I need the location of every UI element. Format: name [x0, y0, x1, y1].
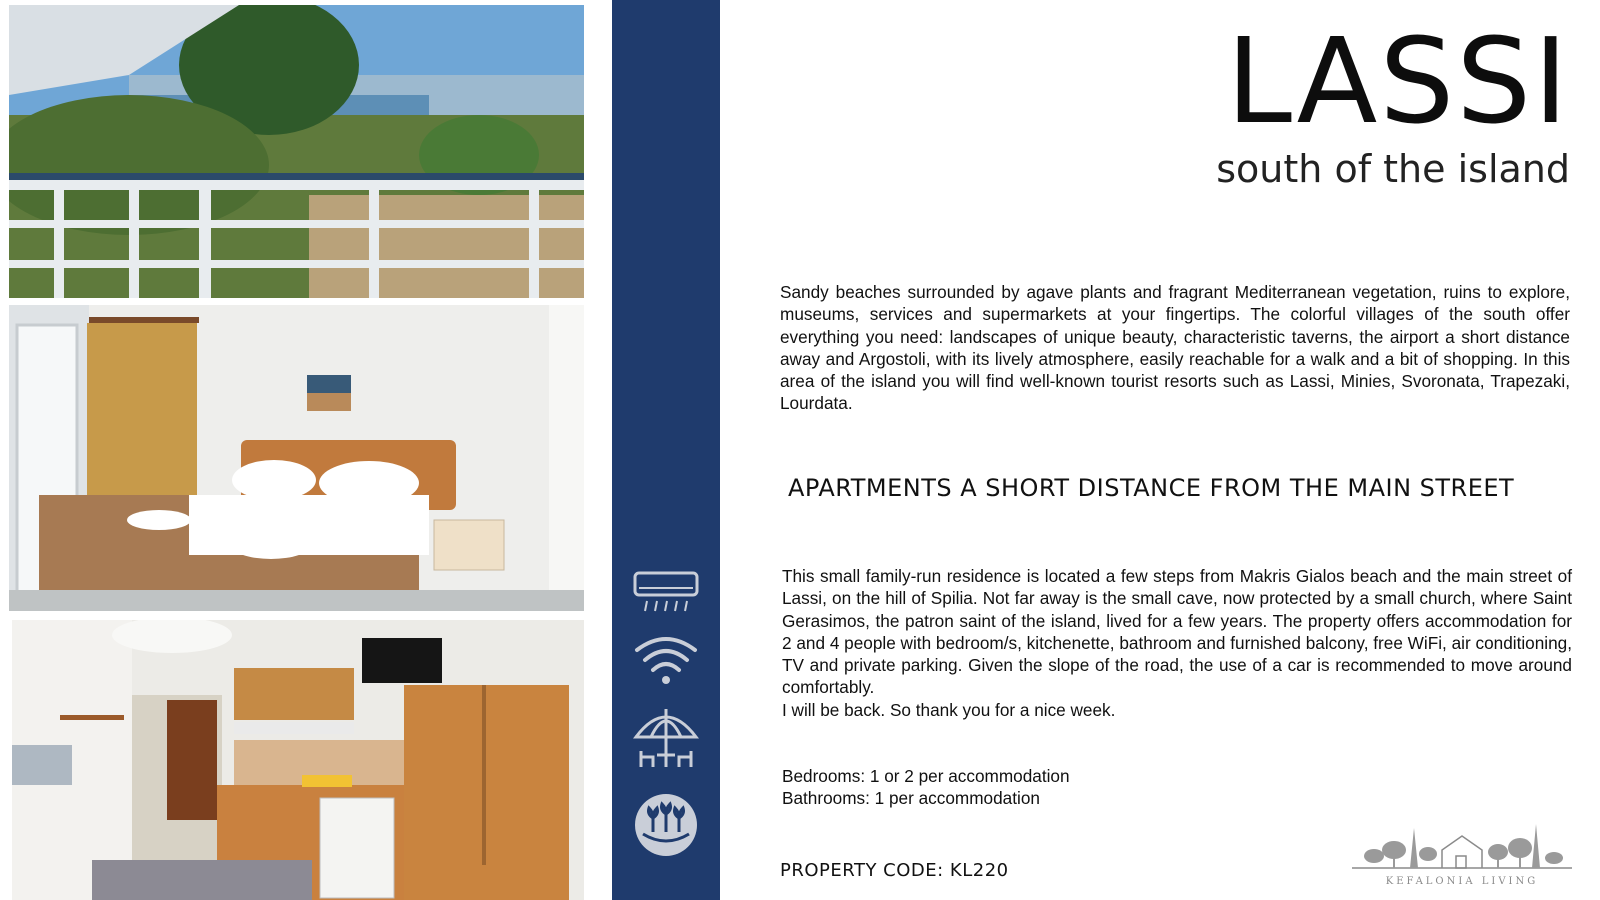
description-paragraph: This small family-run residence is located a few steps from Makris Gialos beach and the main street of Lassi, on the hill of Spilia. Not far away is the small cave, now protected by a small church, where Saint Gerasimos, the patron saint of the island, lived for a few years. The property offers accommodation for 2 and 4 people with bedroom/s, kitchenette, bathroom and furnished balcony, free WiFi, air conditioning, TV and private parking. Given the slope of the road, the use of a car is recommended to move around comfortably.	[782, 566, 1572, 698]
amenities-band	[612, 0, 720, 900]
page-title: LASSI	[1226, 12, 1570, 150]
section-heading: APARTMENTS A SHORT DISTANCE FROM THE MAIN STREET	[788, 474, 1515, 502]
description-block	[782, 565, 1572, 721]
intro-paragraph: Sandy beaches surrounded by agave plants and fragrant Mediterranean vegetation, ruins to explore, museums, services and supermarkets at your fingertips. The colorful villages of the south offer everything you need: landscapes of unique beauty, characteristic taverns, the airport a short distance away and Argostoli, with its lively atmosphere, easily reachable for a walk and a bit of shopping. In this area of the island you will find well-known tourist resorts such as Lassi, Minies, Svoronata, Trapezaki, Lourdata.	[780, 282, 1570, 414]
specs-block	[782, 765, 1070, 810]
photo-bedroom	[9, 305, 584, 611]
kefalonia-living-logo	[1352, 820, 1572, 892]
logo-mark	[1352, 820, 1572, 876]
photo-balcony-view	[9, 5, 584, 298]
garden-icon	[626, 785, 706, 865]
closing-line: I will be back. So thank you for a nice week.	[782, 699, 1116, 720]
bedrooms-line: Bedrooms: 1 or 2 per accommodation	[782, 766, 1070, 786]
photo-kitchenette	[12, 620, 584, 900]
page-subtitle: south of the island	[1216, 147, 1570, 191]
property-code: PROPERTY CODE: KL220	[780, 860, 1009, 881]
logo-text: KEFALONIA LIVING	[1385, 876, 1539, 887]
beach-umbrella-icon	[626, 698, 706, 778]
bathrooms-line: Bathrooms: 1 per accommodation	[782, 788, 1040, 809]
wifi-icon	[626, 620, 706, 700]
